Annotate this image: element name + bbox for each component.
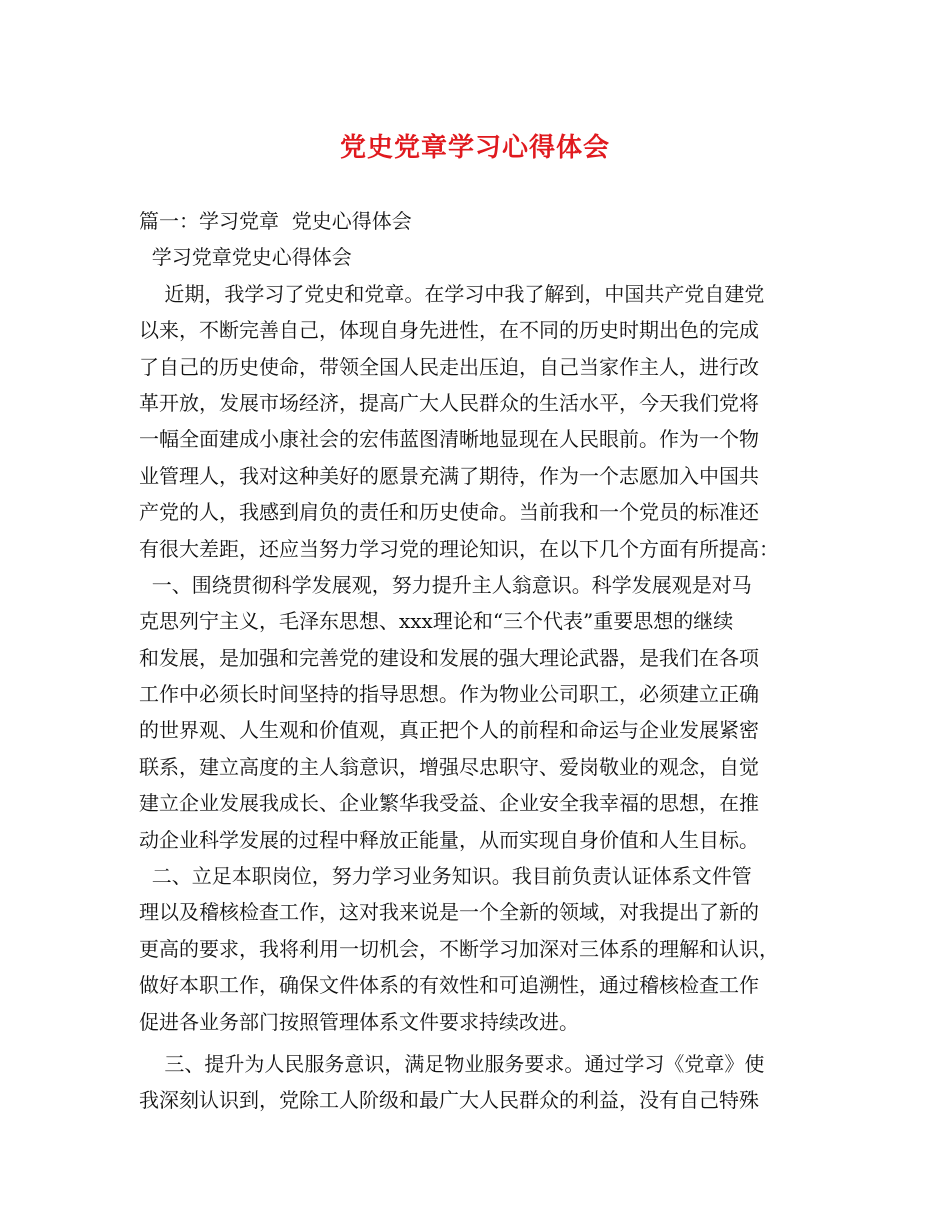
paragraph-line: 联系，建立高度的主人翁意识，增强尽忠职守、爱岗敬业的观念，自觉: [139, 754, 759, 779]
paragraph-line: 近期，我学习了党史和党章。在学习中我了解到，中国共产党自建党: [139, 281, 765, 306]
paragraph-line: 做好本职工作，确保文件体系的有效性和可追溯性，通过稽核检查工作: [139, 973, 759, 998]
sub-heading: 学习党章党史心得体会: [139, 245, 352, 270]
paragraph-line: 有很大差距，还应当努力学习党的理论知识，在以下几个方面有所提高：: [139, 536, 779, 561]
paragraph-line: 以来，不断完善自己，体现自身先进性，在不同的历史时期出色的完成: [139, 318, 759, 343]
paragraph-line: 一幅全面建成小康社会的宏伟蓝图清晰地显现在人民眼前。作为一个物: [139, 427, 759, 452]
paragraph-line: 一、围绕贯彻科学发展观，努力提升主人翁意识。科学发展观是对马: [139, 572, 752, 597]
paragraph-line: 革开放，发展市场经济，提高广大人民群众的生活水平，今天我们党将: [139, 390, 759, 415]
paragraph-line: 促进各业务部门按照管理体系文件要求持续改进。: [139, 1009, 579, 1034]
document-body: [139, 203, 829, 1119]
paragraph-line: 理以及稽核检查工作，这对我来说是一个全新的领域，对我提出了新的: [139, 900, 759, 925]
paragraph-line: 三、提升为人民服务意识，满足物业服务要求。通过学习《党章》使: [139, 1051, 765, 1076]
document-title: 党史党章学习心得体会: [339, 133, 610, 163]
paragraph-line: 克思列宁主义，毛泽东思想、xxx理论和“三个代表”重要思想的继续: [139, 609, 734, 634]
paragraph-line: 的世界观、人生观和价值观，真正把个人的前程和命运与企业发展紧密: [139, 718, 759, 743]
paragraph-line: 产党的人，我感到肩负的责任和历史使命。当前我和一个党员的标准还: [139, 500, 759, 525]
paragraph-line: 更高的要求，我将利用一切机会，不断学习加深对三体系的理解和认识，: [139, 936, 779, 961]
paragraph-line: 动企业科学发展的过程中释放正能量，从而实现自身价值和人生目标。: [139, 827, 759, 852]
paragraph-line: 工作中必须长时间坚持的指导思想。作为物业公司职工，必须建立正确: [139, 682, 759, 707]
paragraph-line: 和发展，是加强和完善党的建设和发展的强大理论武器，是我们在各项: [139, 645, 759, 670]
paragraph-line: 了自己的历史使命，带领全国人民走出压迫，自己当家作主人，进行改: [139, 354, 759, 379]
paragraph-line: 业管理人，我对这种美好的愿景充满了期待，作为一个志愿加入中国共: [139, 463, 759, 488]
section-heading: 篇一：学习党章 党史心得体会: [139, 209, 412, 233]
paragraph-line: 二、立足本职岗位，努力学习业务知识。我目前负责认证体系文件管: [139, 864, 752, 889]
paragraph-line: 建立企业发展我成长、企业繁华我受益、企业安全我幸福的思想，在推: [139, 791, 759, 816]
paragraph-line: 我深刻认识到，党除工人阶级和最广大人民群众的利益，没有自己特殊: [139, 1088, 759, 1113]
